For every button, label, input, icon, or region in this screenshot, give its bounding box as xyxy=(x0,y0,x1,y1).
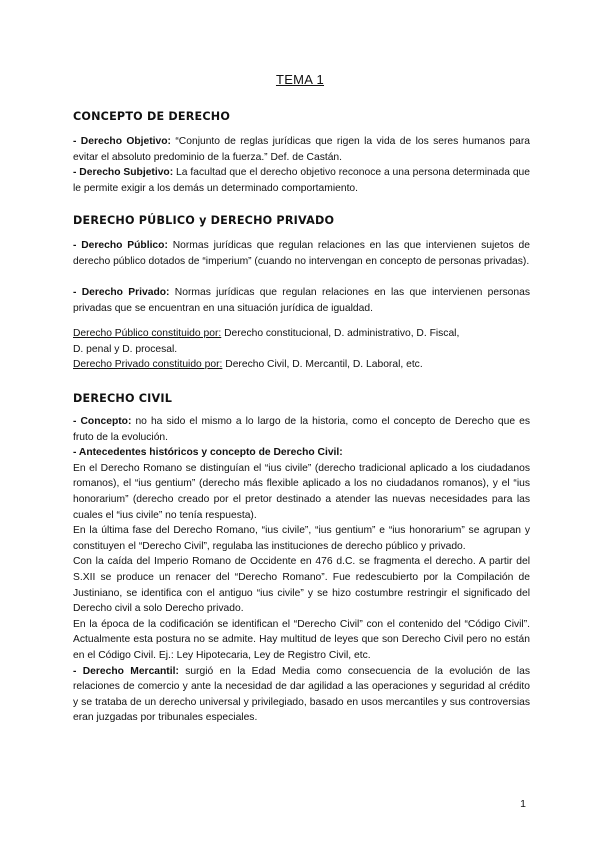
label-derecho-privado: - Derecho Privado: xyxy=(73,287,170,298)
paragraph-concepto xyxy=(73,414,530,445)
section-derecho-civil-body xyxy=(73,414,530,726)
paragraph-derecho-objetivo xyxy=(73,134,530,165)
text-concepto: no ha sido el mismo a lo largo de la historia, como el concepto de Derecho que es fruto de la evolución. xyxy=(73,416,530,443)
paragraph-publico-constituido xyxy=(73,326,530,373)
paragraph-derecho-mercantil xyxy=(73,664,530,726)
label-derecho-publico: - Derecho Público: xyxy=(73,240,168,251)
text-derecho-subjetivo: La facultad que el derecho objetivo reconoce a una persona determinada que le permite exigir a los demás un determinado comportamiento. xyxy=(73,167,530,194)
label-derecho-mercantil: - Derecho Mercantil: xyxy=(73,665,179,677)
label-derecho-objetivo: - Derecho Objetivo: xyxy=(73,136,171,147)
label-concepto: - Concepto: xyxy=(73,416,132,427)
text-derecho-objetivo: “Conjunto de reglas jurídicas que rigen la vida de los seres humanos para evitar el absoluto predominio de la fuerza.” Def. de Castán. xyxy=(73,136,530,163)
paragraph-derecho-privado xyxy=(73,285,530,316)
paragraph-derecho-subjetivo xyxy=(73,165,530,196)
page-number: 1 xyxy=(520,798,526,810)
paragraph-derecho-publico xyxy=(73,238,530,269)
label-antecedentes: - Antecedentes históricos y concepto de Derecho Civil: xyxy=(73,447,343,459)
text-derecho-publico: Normas jurídicas que regulan relaciones en las que intervienen sujetos de derecho público dotados de “imperium” (cuando no intervengan en concepto de personas privadas). xyxy=(73,240,530,267)
text-publico-constituido-cont: D. penal y D. procesal. xyxy=(73,343,178,355)
paragraph-derecho-romano: En el Derecho Romano se distinguían el “ius civile” (derecho tradicional aplicado a los ciudadanos romanos), el “ius gentium” (derecho más flexible aplicado a los no ciudadanos romanos), y el “ius honorarium” (derecho creado por el pretor destinado a atender las nuevas necesidades para las cuales el “ius civile” no tenía respuesta). xyxy=(73,462,530,521)
text-privado-constituido: Derecho Civil, D. Mercantil, D. Laboral, etc. xyxy=(225,359,423,371)
label-derecho-subjetivo: - Derecho Subjetivo: xyxy=(73,167,174,178)
paragraph-ultima-fase: En la última fase del Derecho Romano, “ius civile”, “ius gentium” e “ius honorarium” se agrupan y constituyen el “Derecho Civil”, regulaba las instituciones de derecho público y privado. xyxy=(73,525,530,552)
heading-concepto-de-derecho: CONCEPTO DE DERECHO xyxy=(73,110,231,123)
text-publico-constituido: Derecho constitucional, D. administrativo, D. Fiscal, xyxy=(224,328,460,339)
text-derecho-mercantil: surgió en la Edad Media como consecuencia de la evolución de las relaciones de comercio y ante la necesidad de dar agilidad a las operaciones y seguridad al crédito y se trataba de un derecho universal y privilegiado, basado en usos mercantiles y sus controversias eran juzgadas por tribunales especiales. xyxy=(73,665,530,724)
paragraph-caida-imperio: Con la caída del Imperio Romano de Occidente en 476 d.C. se fragmenta el derecho. A partir del S.XII se produce un renacer del “Derecho Romano”. Fue redescubierto por la Compilación de Justiniano, se identifica con el antiguo “ius civile” y se hizo costumbre restringir el significado del Derecho civil a solo Derecho privado. xyxy=(73,556,530,615)
paragraph-codificacion: En la época de la codificación se identifican el “Derecho Civil” con el contenido del “Código Civil”. Actualmente esta postura no se admite. Hay multitud de leyes que son Derecho Civil pero no están en el Código Civil. Ej.: Ley Hipotecaria, Ley de Registro Civil, etc. xyxy=(73,618,530,661)
label-publico-constituido: Derecho Público constituido por: xyxy=(73,328,222,339)
heading-derecho-civil: DERECHO CIVIL xyxy=(73,392,173,405)
label-privado-constituido: Derecho Privado constituido por: xyxy=(73,359,223,371)
text-derecho-privado: Normas jurídicas que regulan relaciones en las que intervienen personas privadas que se encuentran en una situación jurídica de igualdad. xyxy=(73,287,530,314)
page-title: TEMA 1 xyxy=(275,72,325,87)
heading-derecho-publico-privado: DERECHO PÚBLICO y DERECHO PRIVADO xyxy=(73,214,335,227)
